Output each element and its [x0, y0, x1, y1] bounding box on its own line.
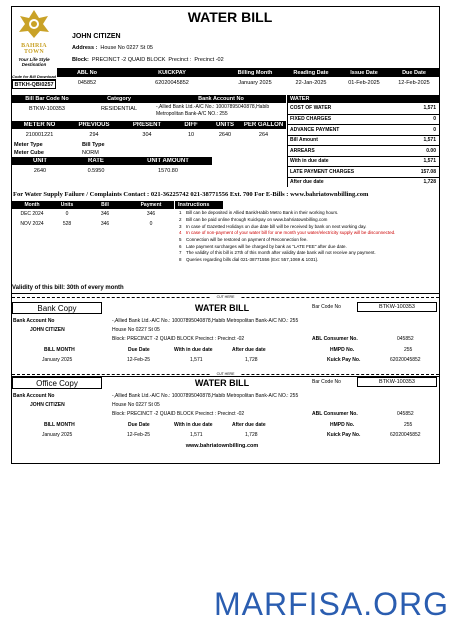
cut-here-label: CUT HERE	[211, 295, 241, 299]
office-account-value: -,Allied Bank Ltd.-A/C No.: 10007895040878,Habib Metropolitan Bank-A/C NO.: 255	[112, 393, 299, 399]
col-rate: RATE	[88, 158, 104, 164]
instructions	[175, 201, 439, 263]
office-within-label: With in due date	[174, 422, 213, 428]
history-cell: 528	[62, 221, 72, 227]
office-due-label: Due Date	[128, 422, 150, 428]
instruction-item	[179, 224, 439, 230]
instruction-text: The validity of this bill is 27th of this month after validity date bank will not receive any payment.	[186, 250, 376, 256]
bank-customer-name: JOHN CITIZEN	[30, 327, 65, 333]
meter-cube-row	[12, 149, 286, 157]
cut-here-1	[12, 297, 439, 299]
meter-table-row	[12, 129, 286, 141]
history-table	[12, 201, 174, 229]
instruction-number: 1	[179, 210, 182, 216]
units-value: 2640	[218, 132, 232, 138]
instruction-text: Bill can be deposited in Allied Bank/Habib Metro Bank in their working hours.	[186, 210, 339, 216]
instruction-text: In case of non-payment of your water bill for one month your water/electricity supply will be disconnected.	[186, 230, 396, 236]
bill-type-label: Bill Type	[82, 142, 105, 148]
bahria-town-emblem-icon	[15, 8, 53, 40]
charge-value: 1,728	[423, 179, 436, 186]
account-table-head	[12, 95, 286, 103]
category-value: RESIDENTIAL	[100, 106, 138, 112]
bank-within-value: 1,571	[190, 357, 203, 363]
charge-row	[288, 177, 439, 188]
office-barcode-value: BTKW-100353	[357, 377, 437, 387]
instruction-item	[179, 210, 439, 216]
bank-barcode-value: BTKW-100353	[357, 302, 437, 312]
col-payment: Payment	[140, 202, 162, 208]
cut-here-label: CUT HERE	[211, 372, 241, 376]
bank-abl-label: ABL Consumer No.	[312, 336, 358, 342]
charge-label: FIXED CHARGES	[290, 116, 332, 123]
charge-value: 157.08	[420, 168, 436, 175]
history-row	[12, 209, 174, 219]
col-per-gallon: PER GALLON	[243, 122, 284, 128]
meter-no-value: 210001221	[25, 132, 54, 138]
instruction-number: 6	[179, 243, 182, 249]
meter-table-head	[12, 121, 286, 129]
charge-label: LATE PAYMENT CHARGES	[290, 168, 355, 175]
charge-row	[288, 103, 439, 114]
instruction-number: 7	[179, 250, 182, 256]
instruction-number: 2	[179, 216, 182, 222]
office-copy	[12, 377, 439, 455]
company-name: BAHRIA TOWN	[21, 43, 47, 55]
instructions-list	[175, 210, 439, 262]
block-label: Block:	[72, 57, 89, 63]
bank-abl-value: 045852	[397, 336, 414, 342]
office-after-label: After due date	[232, 422, 266, 428]
bank-account-value: -,Allied Bank Ltd.-A/C No.: 10007895040878,Habib Metropolitan Bank-A/C NO.: 255	[112, 318, 299, 324]
watermark: MARFISA.ORG	[214, 586, 450, 622]
office-copy-title: WATER BILL	[194, 378, 250, 388]
history-cell: NOV 2024	[20, 221, 44, 227]
office-abl-value: 045852	[397, 411, 414, 417]
charges-list	[288, 103, 439, 187]
bank-copy	[12, 302, 439, 377]
charge-row	[288, 124, 439, 135]
charge-value: 1,571	[423, 158, 436, 165]
col-unit: UNIT	[33, 158, 47, 164]
bank-copy-title: WATER BILL	[194, 303, 250, 313]
office-bill-month-value: January 2025	[42, 432, 73, 438]
charge-value: 1,571	[423, 137, 436, 144]
col-kuickpay: KUICKPAY	[158, 69, 186, 76]
office-hmpd-label: HMPD No.	[330, 422, 355, 428]
history-cell: DEC 2024	[20, 211, 44, 217]
instruction-number: 3	[179, 223, 182, 229]
rate-table-head	[12, 157, 212, 165]
instruction-item	[179, 250, 439, 256]
meter-table	[12, 121, 286, 177]
charge-label: With in due date	[290, 158, 329, 165]
charge-row	[288, 145, 439, 156]
meter-cube-value: NORM	[82, 150, 99, 156]
charge-row	[288, 135, 439, 146]
col-issue-date: Issue Date	[350, 69, 378, 76]
bank-bill-month-value: January 2025	[42, 357, 73, 363]
history-cell: 346	[100, 221, 110, 227]
col-category: Category	[107, 96, 131, 102]
header-table-row	[57, 77, 439, 89]
instruction-number: 8	[179, 257, 182, 262]
col-abl: ABL No	[76, 69, 98, 76]
meter-type-label: Meter Type	[14, 142, 43, 148]
unit-amount-value: 1570.80	[158, 168, 178, 174]
per-gallon-value: 264	[258, 132, 269, 138]
instruction-number: 4	[179, 230, 182, 236]
bank-kuick-value: 62020045852	[390, 357, 421, 363]
office-bill-month-label: BILL MONTH	[44, 422, 75, 428]
instruction-number: 5	[179, 236, 182, 242]
history-head	[12, 201, 174, 209]
office-barcode-label: Bar Code No	[312, 379, 341, 385]
bank-within-label: With in due date	[174, 347, 213, 353]
instruction-item	[179, 217, 439, 223]
office-website: www.bahriatownbilling.com	[185, 443, 259, 449]
bank-kuick-label: Kuick Pay No.	[327, 357, 361, 363]
instruction-text: In case of Gazetted Holidays on due date bill will be received by bank on next working day.	[186, 223, 367, 229]
col-billing-month: Billing Month	[237, 69, 273, 76]
history-rows	[12, 209, 174, 229]
block-line	[72, 57, 224, 63]
instruction-item	[179, 230, 439, 236]
charge-label: After due date	[290, 179, 324, 186]
office-kuick-label: Kuick Pay No.	[327, 432, 361, 438]
tagline: Your Life Style Destination	[18, 57, 50, 67]
bank-hmpd-value: 255	[404, 347, 413, 353]
page-title: WATER BILL	[187, 9, 273, 25]
history-cell: 346	[146, 211, 156, 217]
history-cell: 0	[149, 221, 153, 227]
address-label: Address :	[72, 45, 98, 51]
rate-table-row	[12, 165, 212, 177]
col-present: PRESENT	[132, 122, 162, 128]
bank-account-value: -,Allied Bank Ltd.-A/C No.: 10007895040878,Habib Metropolitan Bank-A/C NO.: 255	[156, 104, 270, 117]
precinct-value: Precinct -02	[194, 57, 224, 63]
bank-due-value: 12-Feb-25	[127, 357, 151, 363]
col-units-h: Units	[60, 202, 74, 208]
bank-hmpd-label: HMPD No.	[330, 347, 355, 353]
col-bill: Bill	[101, 202, 109, 208]
instruction-text: Late payment surcharges will be charged by bank as "LATE FEE" after due date.	[186, 243, 347, 249]
history-row	[12, 219, 174, 229]
charge-label: Bill Amount	[290, 137, 318, 144]
col-barcode: Bill Bar Code No	[25, 96, 69, 102]
due-date-value: 12-Feb-2025	[398, 80, 430, 86]
office-customer-name: JOHN CITIZEN	[30, 402, 65, 408]
address-line	[72, 45, 153, 51]
charge-row	[288, 114, 439, 125]
office-within-value: 1,571	[190, 432, 203, 438]
abl-value: 045852	[77, 80, 97, 86]
instruction-text: Connection will be restored on payment of Reconnection fee.	[186, 236, 308, 242]
charges-title: WATER	[288, 95, 439, 103]
charge-label: ARREARS	[290, 147, 315, 154]
rate-value: 0.5950	[87, 168, 105, 174]
billing-month-value: January 2025	[238, 80, 272, 86]
office-abl-label: ABL Consumer No.	[312, 411, 358, 417]
instruction-text: Bill can be paid online through Kuickpay on www.bahriatownbilling.com	[186, 216, 328, 222]
meter-cube-label: Meter Cube	[14, 150, 44, 156]
office-due-value: 12-Feb-25	[127, 432, 151, 438]
instruction-item	[179, 257, 439, 263]
previous-value: 294	[89, 132, 99, 138]
bank-bill-month-label: BILL MONTH	[44, 347, 75, 353]
logo	[15, 8, 53, 55]
col-reading-date: Reading Date	[293, 69, 329, 76]
office-kuick-value: 62020045852	[390, 432, 421, 438]
bank-copy-label: Bank Copy	[12, 302, 102, 314]
charge-label: COST OF WATER	[290, 105, 332, 112]
contact-line: For Water Supply Failure / Complaints Contact : 021-36225742 021-38771556 Ext. 700 For E-Bills : www.bahriatownbilling.com	[13, 191, 369, 198]
bank-address: House No 0227 St 05	[112, 327, 160, 333]
instruction-item	[179, 244, 439, 250]
bank-after-label: After due date	[232, 347, 266, 353]
customer-name: JOHN CITIZEN	[72, 33, 121, 40]
col-unit-amount: UNIT AMOUNT	[147, 158, 189, 164]
office-block: Block: PRECINCT -2 QUAID BLOCK Precinct : Precinct -02	[112, 411, 245, 417]
validity-line: Validity of this bill: 30th of every month	[12, 285, 439, 294]
header-table	[57, 68, 439, 89]
header-table-head	[57, 68, 439, 77]
address-value: House No 0227 St 05	[100, 45, 153, 51]
charge-value: 0	[433, 126, 436, 133]
present-value: 304	[142, 132, 152, 138]
code-download-value: BTKH-QB\0257	[12, 80, 56, 89]
reading-date-value: 22-Jan-2025	[295, 80, 327, 86]
office-hmpd-value: 255	[404, 422, 413, 428]
col-units: UNITS	[216, 122, 234, 128]
charges-panel	[287, 95, 439, 187]
bank-after-value: 1,728	[245, 357, 258, 363]
bank-barcode-label: Bar Code No	[312, 304, 341, 310]
charge-label: ADVANCE PAYMENT	[290, 126, 340, 133]
instructions-title: Instructions	[175, 201, 223, 209]
col-bank-account: Bank Account No	[198, 96, 244, 102]
office-account-label: Bank Account No	[13, 393, 55, 399]
barcode-value: BTKW-100353	[29, 106, 65, 112]
charge-value: 0.00	[426, 147, 436, 154]
diff-value: 10	[187, 132, 195, 138]
bank-due-label: Due Date	[128, 347, 150, 353]
charge-row	[288, 166, 439, 177]
col-previous: PREVIOUS	[78, 122, 110, 128]
history-cell: 0	[65, 211, 69, 217]
charge-value: 0	[433, 116, 436, 123]
col-diff: DIFF	[184, 122, 198, 128]
instruction-text: Queries regarding bills dial 021-38771556 (Ext: 557,1069 & 1031).	[186, 257, 319, 262]
bank-account-label: Bank Account No	[13, 318, 55, 324]
meter-type-row	[12, 141, 286, 149]
kuickpay-value: 62020045852	[155, 80, 189, 86]
block-value: PRECINCT -2 QUAID BLOCK	[91, 57, 166, 63]
bank-block: Block: PRECINCT -2 QUAID BLOCK Precinct : Precinct -02	[112, 336, 245, 342]
code-download-label: Code for Bill Download	[12, 74, 56, 79]
unit-value: 2640	[33, 168, 47, 174]
charge-value: 1,571	[423, 105, 436, 112]
office-copy-label: Office Copy	[12, 377, 102, 389]
precinct-label: Precinct :	[168, 57, 192, 63]
office-address: House No 0227 St 05	[112, 402, 160, 408]
cut-here-2	[12, 374, 439, 376]
col-month: Month	[24, 202, 40, 208]
history-cell: 346	[100, 211, 110, 217]
issue-date-value: 01-Feb-2025	[348, 80, 380, 86]
instruction-item	[179, 237, 439, 243]
col-due-date: Due Date	[402, 69, 426, 76]
office-after-value: 1,728	[245, 432, 258, 438]
col-meter-no: METER NO	[23, 122, 56, 128]
charge-row	[288, 156, 439, 167]
